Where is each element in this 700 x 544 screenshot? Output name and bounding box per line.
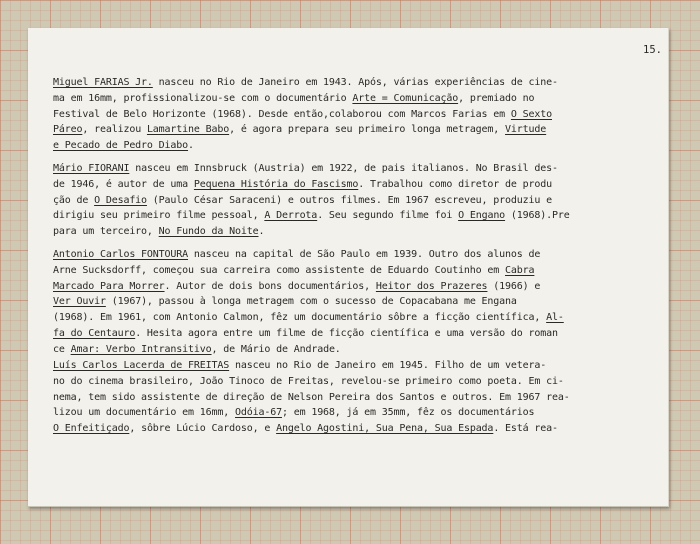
text-line: [53, 224, 635, 240]
text-segment: dirigiu seu primeiro filme pessoal,: [53, 210, 265, 222]
text-line: [53, 342, 635, 358]
text-segment: . Está rea-: [493, 423, 558, 435]
underlined-title: Marcado Para Morrer: [53, 280, 165, 292]
underlined-title: Cabra: [505, 264, 535, 276]
text-segment: . Autor de dois bons documentários,: [164, 280, 376, 292]
text-segment: nasceu no Rio de Janeiro em 1945. Filho de um vetera-: [229, 360, 547, 371]
text-line: [53, 390, 635, 406]
text-line: [53, 405, 635, 421]
text-line: [53, 91, 635, 107]
underlined-title: Luís Carlos Lacerda de FREITAS: [53, 360, 230, 371]
underlined-title: Miguel FARIAS Jr.: [53, 77, 153, 88]
underlined-title: Heitor dos Prazeres: [375, 280, 488, 292]
text-line: [53, 138, 635, 154]
text-segment: ção de: [53, 194, 95, 206]
underlined-title: Lamartine Babo: [146, 124, 230, 136]
text-line: [53, 247, 635, 263]
text-line: [53, 193, 635, 209]
text-segment: (1968). Em 1961, com Antonio Calmon, fêz um documentário sôbre a ficção científica,: [53, 312, 547, 324]
text-segment: nasceu no Rio de Janeiro em 1943. Após, várias experiências de cine-: [152, 77, 558, 88]
underlined-title: A Derrota: [264, 210, 318, 222]
underlined-title: Pequena História do Fascismo: [193, 178, 359, 190]
underlined-title: Angelo Agostini, Sua Pena, Sua Espada: [276, 423, 494, 435]
text-line: [53, 279, 635, 295]
text-segment: . Hesita agora entre um filme de ficção científica e uma versão do roman: [135, 327, 558, 339]
page-number: 15.: [643, 44, 662, 56]
underlined-title: No Fundo da Noite: [158, 226, 259, 238]
underlined-title: Odóia-67: [235, 407, 282, 419]
underlined-title: O Sexto: [510, 108, 552, 120]
paragraph-mario-fiorani: [53, 161, 635, 240]
text-segment: Festival de Belo Horizonte (1968). Desde então,colaborou com Marcos Farias em: [53, 108, 511, 120]
underlined-title: O Desafio: [94, 194, 147, 206]
underlined-title: fa do Centauro: [53, 327, 136, 339]
text-line: [53, 326, 635, 342]
text-line: [53, 107, 635, 123]
underlined-title: Ver Ouvir: [53, 296, 106, 308]
underlined-title: O Enfeitiçado: [53, 423, 130, 435]
text-segment: ; em 1968, já em 35mm, fêz os documentários: [281, 407, 535, 419]
text-segment: de 1946, é autor de uma: [53, 178, 194, 190]
text-segment: lizou um documentário em 16mm,: [53, 407, 235, 419]
text-segment: ma em 16mm, profissionalizou-se com o documentário: [53, 92, 353, 104]
text-line: [53, 75, 635, 91]
text-line: [53, 161, 635, 177]
text-segment: nasceu na capital de São Paulo em 1939. Outro dos alunos de: [188, 249, 541, 260]
text-segment: no do cinema brasileiro, João Tinoco de Freitas, revelou-se primeiro como poeta. Em ci-: [53, 375, 564, 387]
paragraph-luis-carlos-freitas: [53, 358, 635, 437]
text-line: [53, 374, 635, 390]
text-line: [53, 294, 635, 310]
underlined-title: Virtude: [505, 124, 547, 136]
text-line: [53, 208, 635, 224]
text-segment: . Seu segundo filme foi: [317, 210, 459, 222]
text-segment: nasceu em Innsbruck (Austria) em 1922, de pais italianos. No Brasil des-: [129, 163, 558, 174]
text-segment: Arne Sucksdorff, começou sua carreira como assistente de Eduardo Coutinho em: [53, 264, 506, 276]
paragraph-miguel-farias: [53, 75, 635, 154]
text-segment: (1968).Pre: [505, 210, 570, 222]
text-line: [53, 263, 635, 279]
text-segment: , sôbre Lúcio Cardoso, e: [129, 423, 277, 435]
underlined-title: O Engano: [458, 210, 506, 222]
text-segment: .: [258, 226, 265, 238]
text-segment: para um terceiro,: [53, 226, 159, 238]
underlined-title: Arte = Comunicação: [352, 92, 459, 104]
text-segment: , de Mário de Andrade.: [211, 343, 341, 355]
text-segment: , é agora prepara seu primeiro longa metragem,: [229, 124, 506, 136]
underlined-title: Amar: Verbo Intransitivo: [70, 343, 212, 355]
underlined-title: e Pecado de Pedro Diabo: [53, 140, 189, 152]
text-segment: ce: [53, 343, 71, 355]
text-line: [53, 122, 635, 138]
text-segment: nema, tem sido assistente de direção de Nelson Pereira dos Santos e outros. Em 1967 rea-: [53, 391, 570, 403]
text-segment: , premiado no: [458, 92, 535, 104]
text-segment: , realizou: [82, 124, 147, 136]
text-segment: (1967), passou à longa metragem com o sucesso de Copacabana me Engana: [105, 296, 517, 308]
text-line: [53, 421, 635, 437]
underlined-title: Antonio Carlos FONTOURA: [53, 249, 189, 260]
text-segment: .: [188, 140, 194, 152]
text-line: [53, 358, 635, 374]
text-line: [53, 310, 635, 326]
underlined-title: Mário FIORANI: [53, 163, 130, 174]
text-segment: (Paulo César Saraceni) e outros filmes. Em 1967 escreveu, produziu e: [146, 194, 553, 206]
underlined-title: Páreo: [53, 124, 83, 136]
text-segment: (1966) e: [487, 280, 541, 292]
underlined-title: Al-: [546, 312, 564, 324]
text-segment: . Trabalhou como diretor de produ: [358, 178, 553, 190]
text-line: [53, 177, 635, 193]
paragraph-antonio-carlos-fontoura: [53, 247, 635, 358]
